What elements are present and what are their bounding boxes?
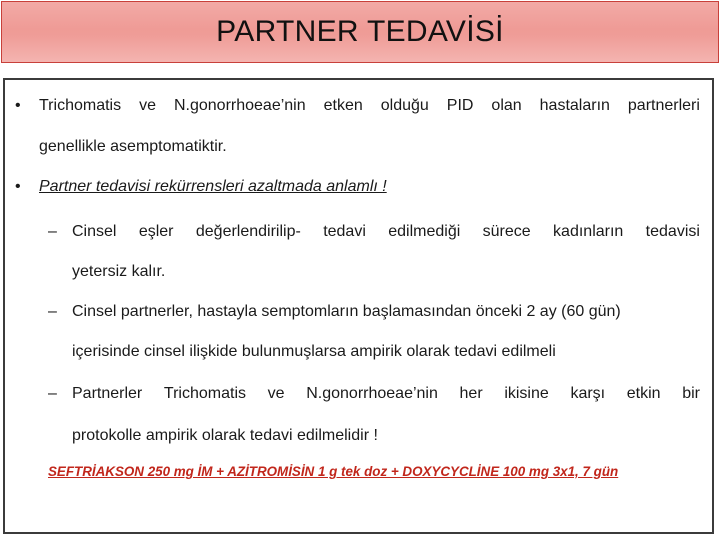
word: karşı (570, 385, 606, 402)
sub-bullet-2-line-1: Cinsel partnerler, hastayla semptomların başlamasından önceki 2 ay (60 gün) (72, 303, 621, 320)
word: PID (446, 97, 474, 114)
word: ve (267, 385, 285, 402)
word: Cinsel (72, 223, 117, 240)
word: partnerleri (627, 97, 700, 114)
sub-bullet-3-line-1 (72, 384, 700, 404)
sub-bullet-1-line-1 (72, 222, 700, 242)
word: değerlendirilip- (195, 223, 301, 240)
word: Partnerler (72, 385, 143, 402)
sub-bullet-marker: – (48, 385, 57, 402)
word: N.gonorrhoeae’nin (306, 385, 438, 402)
sub-bullet-marker: – (48, 303, 57, 320)
sub-bullet-1-line-2: yetersiz kalır. (72, 263, 166, 280)
word: etkin (626, 385, 661, 402)
word: eşler (138, 223, 174, 240)
bullet-1-line-1 (39, 96, 700, 116)
word: tedavisi (645, 223, 700, 240)
word: olduğu (380, 97, 429, 114)
word: bir (682, 385, 700, 402)
word: N.gonorrhoeae’nin (173, 97, 306, 114)
sub-bullet-3-line-2: protokolle ampirik olarak tedavi edilmelidir ! (72, 427, 378, 444)
bullet-2-line-1: Partner tedavisi rekürrensleri azaltmada anlamlı ! (39, 178, 387, 195)
bullet-marker: • (15, 178, 21, 195)
word: edilmediği (388, 223, 461, 240)
word: sürece (482, 223, 531, 240)
word: kadınların (553, 223, 624, 240)
word: hastaların (539, 97, 610, 114)
bullet-marker: • (15, 97, 21, 114)
title-bar (1, 1, 719, 63)
word: etken (323, 97, 363, 114)
word: ve (139, 97, 156, 114)
word: tedavi (323, 223, 366, 240)
sub-bullet-2-line-2: içerisinde cinsel ilişkide bulunmuşlarsa ampirik olarak tedavi edilmeli (72, 343, 556, 360)
content-box (3, 78, 714, 534)
word: Trichomatis (163, 385, 246, 402)
word: ikisine (504, 385, 549, 402)
treatment-regimen: SEFTRİAKSON 250 mg İM + AZİTROMİSİN 1 g tek doz + DOXYCYCLİNE 100 mg 3x1, 7 gün (48, 464, 619, 479)
word: her (459, 385, 483, 402)
word: Trichomatis (39, 97, 122, 114)
bullet-1-line-2: genellikle asemptomatiktir. (39, 138, 227, 155)
word: olan (491, 97, 522, 114)
page-title: PARTNER TEDAVİSİ (216, 15, 504, 48)
sub-bullet-marker: – (48, 223, 57, 240)
